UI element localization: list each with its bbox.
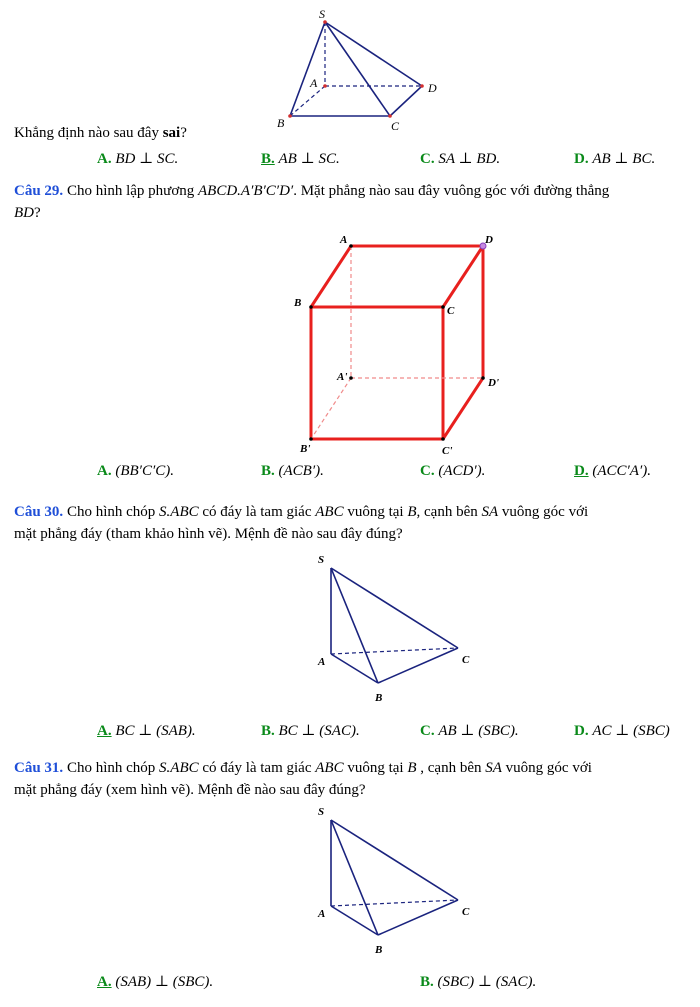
pyramid-figure-q30 xyxy=(305,550,480,710)
option-text: (ACD′). xyxy=(438,463,486,479)
q28-option-d[interactable] xyxy=(574,149,655,168)
q30-text-line2: mặt phẳng đáy (tham khảo hình vẽ). Mệnh đề nào sau đây đúng? xyxy=(14,526,403,542)
option-letter: B. xyxy=(261,151,275,167)
q31-option-a[interactable] xyxy=(97,972,213,991)
q31-text: Cho hình chóp xyxy=(63,760,160,776)
option-letter: B. xyxy=(261,463,275,479)
label-D: D xyxy=(485,234,493,246)
question-number: Câu 29. xyxy=(14,183,64,199)
label-B: B xyxy=(375,692,383,704)
q28-option-a[interactable] xyxy=(97,149,178,168)
option-text: (ACB′). xyxy=(278,463,324,479)
q28-prompt xyxy=(14,122,690,144)
option-letter: D. xyxy=(574,151,589,167)
q29-text-end: . Mặt phẳng nào sau đây vuông góc với đường thẳng xyxy=(293,183,610,199)
label-C: C xyxy=(391,119,400,133)
option-letter: D. xyxy=(574,723,589,739)
q31-question xyxy=(14,757,690,801)
option-letter: A. xyxy=(97,974,112,990)
label-C: C xyxy=(447,305,455,317)
q31-text: có đáy là tam giác xyxy=(198,760,316,776)
q31-text-line2: mặt phẳng đáy (xem hình vẽ). Mệnh đề nào sau đây đúng? xyxy=(14,782,366,798)
q29-math: ABCD.A′B′C′D′ xyxy=(198,183,294,199)
q30-option-d[interactable] xyxy=(574,721,670,740)
q31-math: ABC xyxy=(315,760,344,776)
q31-text: , cạnh bên xyxy=(416,760,486,776)
option-text: (ACC′A′). xyxy=(592,463,651,479)
cube-figure-q29 xyxy=(290,228,510,460)
q29-option-b[interactable] xyxy=(261,463,324,480)
q30-math: S.ABC xyxy=(159,504,199,520)
option-text: (BB′C′C). xyxy=(115,463,174,479)
question-number: Câu 31. xyxy=(14,760,64,776)
label-A: A xyxy=(310,76,318,90)
option-text: SA ⊥ BD. xyxy=(438,151,501,167)
option-text: AC ⊥ (SBC) xyxy=(592,723,670,739)
q30-option-b[interactable] xyxy=(261,721,360,740)
question-number: Câu 30. xyxy=(14,504,64,520)
option-text: AB ⊥ (SBC). xyxy=(438,723,519,739)
option-letter: C. xyxy=(420,723,435,739)
q29-math-bd: BD xyxy=(14,205,34,221)
option-text: BC ⊥ (SAB). xyxy=(115,723,196,739)
label-S: S xyxy=(319,7,325,21)
q28-prompt-bold: sai xyxy=(162,125,181,141)
q31-math: S.ABC xyxy=(159,760,199,776)
label-D-prime: D' xyxy=(488,377,499,389)
q31-text: vuông tại xyxy=(343,760,408,776)
q29-option-c[interactable] xyxy=(420,463,485,480)
q29-text-q: ? xyxy=(34,205,41,221)
q30-option-a[interactable] xyxy=(97,721,196,740)
option-text: (SBC) ⊥ (SAC). xyxy=(437,974,537,990)
q29-option-a[interactable] xyxy=(97,463,174,480)
q30-text: vuông tại xyxy=(343,504,408,520)
q30-option-c[interactable] xyxy=(420,721,519,740)
option-letter: A. xyxy=(97,151,112,167)
q29-option-d[interactable] xyxy=(574,463,651,480)
q31-text: vuông góc với xyxy=(501,760,592,776)
label-A: A xyxy=(318,656,326,668)
q31-math: B xyxy=(407,760,417,776)
q30-math: B xyxy=(407,504,417,520)
q30-text: có đáy là tam giác xyxy=(198,504,316,520)
option-text: AB ⊥ SC. xyxy=(278,151,340,167)
q30-text: , cạnh bên xyxy=(416,504,482,520)
q28-option-b[interactable] xyxy=(261,149,340,168)
option-letter: C. xyxy=(420,151,435,167)
label-S: S xyxy=(318,554,325,566)
q29-question xyxy=(14,180,690,224)
q28-prompt-end: ? xyxy=(180,125,187,141)
q30-question xyxy=(14,501,690,545)
q28-prompt-text: Khẳng định nào sau đây xyxy=(14,125,163,141)
label-C: C xyxy=(462,654,470,666)
label-A: A xyxy=(340,234,348,246)
pyramid-figure-q31 xyxy=(305,802,480,962)
option-text: BD ⊥ SC. xyxy=(115,151,179,167)
pyramid-figure-q28 xyxy=(270,6,450,136)
option-letter: D. xyxy=(574,463,589,479)
label-A-prime: A' xyxy=(337,371,348,383)
label-B: B xyxy=(294,297,302,309)
option-letter: C. xyxy=(420,463,435,479)
label-B: B xyxy=(375,944,383,956)
option-text: (SAB) ⊥ (SBC). xyxy=(115,974,214,990)
label-D: D xyxy=(428,81,437,95)
label-B-prime: B' xyxy=(300,443,311,455)
label-B: B xyxy=(277,116,285,130)
option-letter: B. xyxy=(261,723,275,739)
option-text: AB ⊥ BC. xyxy=(592,151,656,167)
label-C: C xyxy=(462,906,470,918)
option-letter: B. xyxy=(420,974,434,990)
q30-math: ABC xyxy=(315,504,344,520)
q29-text: Cho hình lập phương xyxy=(63,183,198,199)
label-A: A xyxy=(318,908,326,920)
q30-text: Cho hình chóp xyxy=(63,504,160,520)
label-C-prime: C' xyxy=(442,445,453,457)
option-text: BC ⊥ (SAC). xyxy=(278,723,360,739)
q31-math: SA xyxy=(485,760,502,776)
option-letter: A. xyxy=(97,723,112,739)
q30-math: SA xyxy=(481,504,499,520)
q31-option-b[interactable] xyxy=(420,972,536,991)
q28-option-c[interactable] xyxy=(420,149,500,168)
option-letter: A. xyxy=(97,463,112,479)
q30-text: vuông góc với xyxy=(498,504,589,520)
label-S: S xyxy=(318,806,325,818)
